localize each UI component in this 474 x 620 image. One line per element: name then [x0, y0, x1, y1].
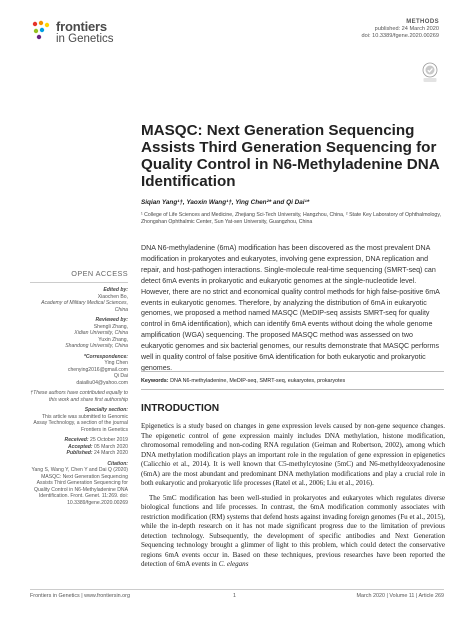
citation-text: Yang S, Wang Y, Chen Y and Dai Q (2020) MASQC: Next Generation Sequencing Assists Third Generation Sequencing for Quality Control in N6-Methyladenine DNA Identification. Front. Genet. 11:269. doi: 10.3389/fgene.2020.00269 — [31, 467, 128, 506]
intro-paragraph-2-text: The 5mC modification has been well-studied in prokaryotes and eukaryotes which regulates diverse biological functions and life processes. In contrast, the 6mA modification commonly associates with restriction modification (RM) systems that defend hosts against invading foreign genomes (Fu et al., 2015), while the in-depth research on it has not made significant progress due to the limitation of previous detection technology. Subsequently, the development of specific antibodies and Next Generation Sequencing technology brought a glimmer of light to this problem, which could detect the conservative regions 6mA events occur in. Based on these techniques, previous researches have been reported the detection of 6mA events in — [141, 493, 445, 568]
received-date: 25 October 2019 — [90, 437, 128, 443]
correspondence-label: *Correspondence: — [83, 353, 128, 360]
intro-species-name: C. elegans — [218, 560, 249, 568]
reviewer-1-affiliation: Xidian University, China — [74, 330, 128, 336]
footer-divider — [30, 589, 444, 590]
citation-label: Citation: — [107, 460, 128, 467]
reviewer-1-name: Shengli Zhang, — [93, 323, 128, 330]
accepted-label: Accepted: — [67, 443, 93, 450]
reviewer-2-affiliation: Shandong University, China — [65, 343, 128, 349]
specialty-section-label: Specialty section: — [84, 407, 128, 413]
editor-affiliation: Academy of Military Medical Sciences, China — [41, 300, 128, 313]
published-label: Published: — [66, 450, 93, 456]
intro-paragraph-1: Epigenetics is a study based on changes in gene expression levels caused by non-gene sequence changes. The epigenetic control of gene expression mainly includes DNA methylation, histone modification, chromosomal remodeling and non-coding RNA regulation (Geiman and Robertson, 2002), among which DNA methylation modification plays an important role in the regulation of gene expression in epigenetics (Calicchio et al., 2014). It is well known that C5-methylcytosine (5mC) and N6-methyldeoxyadenosine (6mA) are the most abundant and predominant DNA methylation modifications and play a crucial role in both eukaryotic and prokaryotic life processes (Ratel et al., 2006; Liu et al., 2016). — [141, 422, 445, 487]
check-for-updates-badge[interactable] — [422, 62, 438, 84]
corresponding-email-1[interactable]: chenying2016@gmail.com — [67, 366, 128, 373]
received-label: Received: — [64, 437, 89, 443]
article-title: MASQC: Next Generation Sequencing Assists Third Generation Sequencing for Quality Control in N6-Methyladenine DNA Identification — [141, 122, 440, 190]
article-doi[interactable]: doi: 10.3389/fgene.2020.00269 — [361, 33, 439, 39]
section-heading-introduction: INTRODUCTION — [141, 403, 220, 414]
corresponding-author-2: Qi Dai — [113, 373, 128, 379]
introduction-body — [141, 422, 445, 575]
crossmark-icon — [422, 62, 438, 84]
reviewer-2-name: Yuxin Zhang, — [98, 336, 128, 343]
keywords-label: Keywords: — [141, 378, 169, 384]
sidebar-published-date: 24 March 2020 — [94, 450, 128, 456]
footer-issue-info: March 2020 | Volume 11 | Article 269 — [356, 593, 444, 599]
frontiers-logo-icon — [30, 19, 52, 41]
author-list: Siqian Yang¹†, Yaoxin Wang¹†, Ying Chen²* and Qi Dai¹* — [141, 199, 310, 206]
keywords-bottom-divider — [141, 389, 444, 390]
corresponding-author-1: Ying Chen — [104, 360, 128, 366]
logo-text-journal: in Genetics — [56, 33, 114, 45]
article-type: METHODS — [406, 19, 439, 25]
journal-logo[interactable] — [30, 17, 150, 49]
page-number: 1 — [233, 593, 236, 599]
reviewed-by-label: Reviewed by: — [95, 317, 128, 323]
logo-text-frontiers: frontiers — [56, 19, 107, 34]
intro-paragraph-2 — [141, 494, 445, 570]
open-access-divider — [30, 282, 128, 283]
article-meta — [362, 19, 439, 40]
keywords — [141, 378, 444, 384]
sidebar-info — [30, 287, 128, 506]
affiliations: ¹ College of Life Sciences and Medicine, Zhejiang Sci-Tech University, Hangzhou, China, ² State Key Laboratory of Ophthalmology, Zhongshan Ophthalmic Center, Sun Yat-sen University, Guangzhou, China — [141, 212, 441, 225]
equal-contribution-note: †These authors have contributed equally to this work and share first authorship — [30, 390, 128, 403]
edited-by-label: Edited by: — [103, 287, 128, 293]
editor-name: Xiaochen Bo, — [97, 293, 128, 300]
open-access-label: OPEN ACCESS — [71, 269, 128, 278]
published-date: published: 24 March 2020 — [374, 26, 439, 32]
accepted-date: 05 March 2020 — [94, 443, 128, 450]
keywords-list: DNA N6-methyladenine, MeDIP-seq, SMRT-seq, eukaryotes, prokaryotes — [170, 378, 346, 384]
keywords-top-divider — [141, 371, 444, 372]
abstract: DNA N6-methyladenine (6mA) modification has been discovered as the most prevalent DNA modification in prokaryotes and eukaryotes, involving gene expression, DNA replication and repair, and host-pathogen interactions. Single-molecule real-time sequencing (SMRT-seq) can detect 6mA events in prokaryotic and eukaryotic genomes at the single-nucleotide level. However, there are no strict and economical quality control methods for high false-positive 6mA events in eukaryotic genomes. Therefore, by analyzing the distribution of 6mA in eukaryotic genomes, we proposed a method named MASQC (MeDIP-seq assists SMRT-seq for quality control in 6mA identification), which can identify 6mA events without doing the whole genome amplification (WGA) sequencing. The proposed MASQC method was assessed on two eukaryotic genomes and six bacterial genomes, our results demonstrate that MASQC performs well in quality control of false positive 6mA identification for both eukaryotic and prokaryotic genomes. — [141, 244, 440, 372]
corresponding-email-2[interactable]: daiailiu04@yahoo.com — [76, 379, 128, 386]
specialty-section-text: This article was submitted to Genomic Assay Technology, a section of the journal Frontiers in Genetics — [33, 413, 128, 433]
footer-journal-link[interactable]: Frontiers in Genetics | www.frontiersin.org — [30, 593, 130, 599]
